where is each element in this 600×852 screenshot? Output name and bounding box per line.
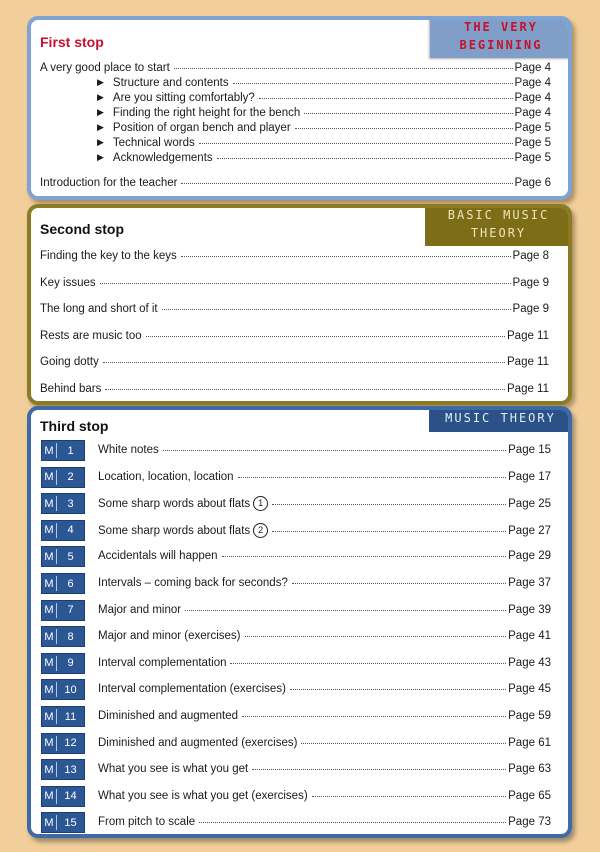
module-badge-letter: M bbox=[44, 657, 54, 670]
dot-leader bbox=[103, 362, 505, 363]
toc-entry-label: Interval complementation bbox=[98, 656, 227, 669]
toc-entry-label: Diminished and augmented (exercises) bbox=[98, 736, 298, 749]
toc-entry[interactable] bbox=[98, 497, 551, 512]
section-tag-line: BASIC MUSIC bbox=[447, 208, 550, 222]
toc-entry[interactable] bbox=[98, 604, 551, 616]
toc-entry[interactable] bbox=[98, 737, 551, 749]
toc-entry-label: White notes bbox=[98, 444, 159, 456]
toc-entry-page: Page 43 bbox=[508, 656, 551, 669]
module-badge-number: 4 bbox=[67, 524, 74, 537]
toc-entry[interactable] bbox=[98, 630, 551, 642]
toc-entry-page: Page 5 bbox=[514, 137, 551, 149]
dot-leader bbox=[163, 450, 506, 451]
module-badge-number: 5 bbox=[67, 550, 74, 563]
triangle-bullet-icon: ▶ bbox=[97, 77, 104, 87]
dot-leader bbox=[312, 796, 506, 797]
toc-subentry[interactable] bbox=[97, 152, 551, 164]
toc-entry[interactable] bbox=[40, 62, 551, 74]
dot-leader bbox=[146, 336, 505, 337]
toc-entry-label: Intervals – coming back for seconds? bbox=[98, 577, 288, 589]
toc-entry-page: Page 63 bbox=[508, 763, 551, 776]
toc-entry[interactable] bbox=[98, 657, 551, 669]
toc-entry-label: Finding the key to the keys bbox=[40, 250, 177, 262]
toc-entry-page: Page 61 bbox=[508, 736, 551, 749]
dot-leader bbox=[199, 143, 513, 144]
module-badge bbox=[41, 546, 85, 567]
dot-leader bbox=[292, 583, 506, 584]
toc-entry-label: Key issues bbox=[40, 277, 96, 289]
module-badge-number: 6 bbox=[67, 577, 74, 590]
triangle-bullet-icon: ▶ bbox=[97, 92, 104, 102]
toc-entry[interactable] bbox=[98, 763, 551, 775]
toc-entry[interactable] bbox=[40, 303, 549, 315]
module-badge-letter: M bbox=[44, 683, 54, 696]
module-badge-number: 1 bbox=[67, 444, 74, 457]
toc-entry-page: Page 29 bbox=[508, 550, 551, 563]
toc-entry-page: Page 11 bbox=[507, 383, 549, 395]
toc-subentry[interactable] bbox=[97, 137, 551, 149]
dot-leader bbox=[304, 113, 512, 114]
toc-entry[interactable] bbox=[40, 330, 549, 342]
section-tag bbox=[430, 16, 572, 58]
toc-entry[interactable] bbox=[40, 356, 549, 368]
module-badge bbox=[41, 759, 85, 780]
section-tag-line: BEGINNING bbox=[459, 38, 543, 52]
dot-leader bbox=[233, 83, 513, 84]
toc-entry[interactable] bbox=[98, 710, 551, 722]
toc-entry[interactable] bbox=[98, 790, 551, 802]
toc-entry-label: Major and minor bbox=[98, 603, 182, 616]
toc-entry-page: Page 27 bbox=[508, 524, 551, 537]
toc-entry[interactable] bbox=[40, 277, 549, 289]
module-badge bbox=[41, 493, 85, 514]
section-tag-line: THE VERY bbox=[464, 20, 538, 34]
module-badge bbox=[41, 626, 85, 647]
third-stop-section bbox=[27, 406, 572, 838]
toc-entry[interactable] bbox=[40, 383, 549, 395]
toc-entry-page: Page 37 bbox=[508, 577, 551, 589]
toc-entry-label: Rests are music too bbox=[40, 330, 142, 342]
module-badge-number: 3 bbox=[67, 497, 74, 510]
module-badge-letter: M bbox=[44, 577, 54, 590]
toc-entry[interactable] bbox=[98, 683, 551, 695]
toc-entry-page: Page 39 bbox=[508, 603, 551, 616]
triangle-bullet-icon: ▶ bbox=[97, 122, 104, 132]
toc-entry-label: Location, location, location bbox=[98, 470, 234, 483]
toc-entry-label: What you see is what you get bbox=[98, 763, 249, 776]
toc-entry-page: Page 9 bbox=[512, 277, 549, 289]
toc-entry-label: What you see is what you get (exercises) bbox=[98, 789, 308, 802]
module-badge bbox=[41, 600, 85, 621]
toc-subentry[interactable] bbox=[97, 77, 551, 89]
toc-entry-label: Behind bars bbox=[40, 383, 102, 395]
triangle-bullet-icon: ▶ bbox=[97, 137, 104, 147]
module-badge bbox=[41, 786, 85, 807]
toc-entry-page: Page 4 bbox=[514, 107, 551, 119]
toc-entry-label: The long and short of it bbox=[40, 303, 158, 315]
module-badge-letter: M bbox=[44, 471, 54, 484]
dot-leader bbox=[259, 98, 513, 99]
toc-entry-label: Are you sitting comfortably? bbox=[112, 92, 255, 104]
module-badge-number: 8 bbox=[67, 630, 74, 643]
dot-leader bbox=[245, 636, 507, 637]
module-badge-letter: M bbox=[44, 790, 54, 803]
toc-entry[interactable] bbox=[98, 524, 551, 539]
toc-entry-page: Page 5 bbox=[514, 122, 551, 134]
toc-entry[interactable] bbox=[98, 577, 551, 589]
module-badge-number: 7 bbox=[67, 604, 74, 617]
section-tag-line: MUSIC THEORY bbox=[445, 411, 556, 425]
section-tag bbox=[429, 406, 572, 432]
toc-entry-page: Page 25 bbox=[508, 498, 551, 511]
dot-leader bbox=[230, 663, 506, 664]
toc-entry-label: From pitch to scale bbox=[98, 816, 196, 829]
module-badge-letter: M bbox=[44, 710, 54, 723]
triangle-bullet-icon: ▶ bbox=[97, 107, 104, 117]
dot-leader bbox=[185, 610, 506, 611]
module-badge-letter: M bbox=[44, 604, 54, 617]
toc-entry-label: Introduction for the teacher bbox=[40, 177, 178, 189]
part-number-circle: 2 bbox=[253, 523, 268, 538]
dot-leader bbox=[252, 769, 506, 770]
section-tag-line: THEORY bbox=[470, 226, 527, 240]
module-badge bbox=[41, 440, 85, 461]
dot-leader bbox=[272, 531, 506, 532]
toc-entry-page: Page 8 bbox=[512, 250, 549, 262]
module-badge bbox=[41, 520, 85, 541]
module-badge-number: 11 bbox=[64, 710, 77, 723]
dot-leader bbox=[100, 283, 511, 284]
module-badge bbox=[41, 679, 85, 700]
dot-leader bbox=[238, 477, 507, 478]
toc-entry-page: Page 17 bbox=[508, 470, 551, 483]
second-stop-section bbox=[27, 204, 572, 405]
toc-entry[interactable] bbox=[40, 250, 549, 262]
module-badge-number: 9 bbox=[67, 657, 74, 670]
toc-entry-label: Diminished and augmented bbox=[98, 710, 239, 722]
toc-entry-page: Page 5 bbox=[514, 152, 551, 164]
toc-entry-label: Accidentals will happen bbox=[98, 550, 218, 563]
toc-entry-label: Structure and contents bbox=[112, 77, 229, 89]
module-badge-number: 15 bbox=[64, 816, 77, 829]
section-tag bbox=[425, 204, 572, 246]
section-title: Third stop bbox=[40, 418, 109, 434]
toc-entry-page: Page 59 bbox=[508, 710, 551, 722]
toc-entry-page: Page 73 bbox=[508, 816, 551, 829]
dot-leader bbox=[162, 309, 511, 310]
toc-entry-label: Technical words bbox=[112, 137, 195, 149]
dot-leader bbox=[290, 689, 506, 690]
dot-leader bbox=[181, 256, 511, 257]
section-title: Second stop bbox=[40, 221, 125, 237]
dot-leader bbox=[272, 504, 506, 505]
toc-entry-page: Page 4 bbox=[514, 92, 551, 104]
dot-leader bbox=[105, 389, 505, 390]
toc-entry-page: Page 45 bbox=[508, 683, 551, 696]
toc-entry-page: Page 6 bbox=[514, 177, 551, 189]
module-badge bbox=[41, 653, 85, 674]
toc-entry[interactable] bbox=[98, 444, 551, 456]
dot-leader bbox=[199, 822, 506, 823]
toc-entry-page: Page 11 bbox=[507, 356, 549, 368]
toc-entry[interactable] bbox=[98, 471, 551, 483]
toc-entry[interactable] bbox=[98, 816, 551, 828]
dot-leader bbox=[217, 158, 513, 159]
dot-leader bbox=[295, 128, 513, 129]
section-title: First stop bbox=[40, 34, 104, 50]
toc-entry[interactable] bbox=[98, 550, 551, 562]
toc-entry-label: Some sharp words about flats bbox=[98, 498, 251, 511]
toc-subentry[interactable] bbox=[97, 92, 551, 104]
module-badge bbox=[41, 812, 85, 833]
toc-subentry[interactable] bbox=[97, 122, 551, 134]
dot-leader bbox=[222, 556, 507, 557]
module-badge-letter: M bbox=[44, 497, 54, 510]
toc-entry-page: Page 15 bbox=[508, 444, 551, 456]
dot-leader bbox=[174, 68, 513, 69]
toc-entry-label: Interval complementation (exercises) bbox=[98, 683, 286, 696]
part-number-circle: 1 bbox=[253, 496, 268, 511]
module-badge-letter: M bbox=[44, 763, 54, 776]
dot-leader bbox=[181, 183, 512, 184]
toc-entry-label: Finding the right height for the bench bbox=[112, 107, 301, 119]
module-badge-letter: M bbox=[44, 630, 54, 643]
module-badge-letter: M bbox=[44, 550, 54, 563]
toc-entry-label: Acknowledgements bbox=[112, 152, 213, 164]
module-badge-letter: M bbox=[44, 524, 54, 537]
toc-entry-page: Page 4 bbox=[514, 62, 551, 74]
toc-entry-page: Page 65 bbox=[508, 789, 551, 802]
module-badge bbox=[41, 467, 85, 488]
dot-leader bbox=[242, 716, 506, 717]
module-badge-letter: M bbox=[44, 444, 54, 457]
toc-entry-page: Page 11 bbox=[507, 330, 549, 342]
toc-entry-label: Position of organ bench and player bbox=[112, 122, 291, 134]
module-badge-number: 10 bbox=[64, 683, 77, 696]
module-badge-letter: M bbox=[44, 816, 54, 829]
module-badge-letter: M bbox=[44, 737, 54, 750]
toc-entry-label: Some sharp words about flats bbox=[98, 524, 251, 537]
toc-entry-page: Page 9 bbox=[512, 303, 549, 315]
module-badge-number: 13 bbox=[64, 763, 77, 776]
module-badge-number: 12 bbox=[64, 737, 77, 750]
toc-entry-page: Page 4 bbox=[514, 77, 551, 89]
module-badge-number: 2 bbox=[67, 471, 74, 484]
module-badge-number: 14 bbox=[64, 790, 77, 803]
first-stop-section bbox=[27, 16, 572, 200]
toc-entry[interactable] bbox=[40, 177, 551, 189]
module-badge bbox=[41, 706, 85, 727]
toc-entry-page: Page 41 bbox=[508, 630, 551, 643]
dot-leader bbox=[301, 743, 506, 744]
toc-entry-label: Going dotty bbox=[40, 356, 99, 368]
toc-entry-label: Major and minor (exercises) bbox=[98, 630, 241, 643]
toc-entry-label: A very good place to start bbox=[40, 62, 170, 74]
triangle-bullet-icon: ▶ bbox=[97, 152, 104, 162]
toc-subentry[interactable] bbox=[97, 107, 551, 119]
module-badge bbox=[41, 573, 85, 594]
module-badge bbox=[41, 733, 85, 754]
